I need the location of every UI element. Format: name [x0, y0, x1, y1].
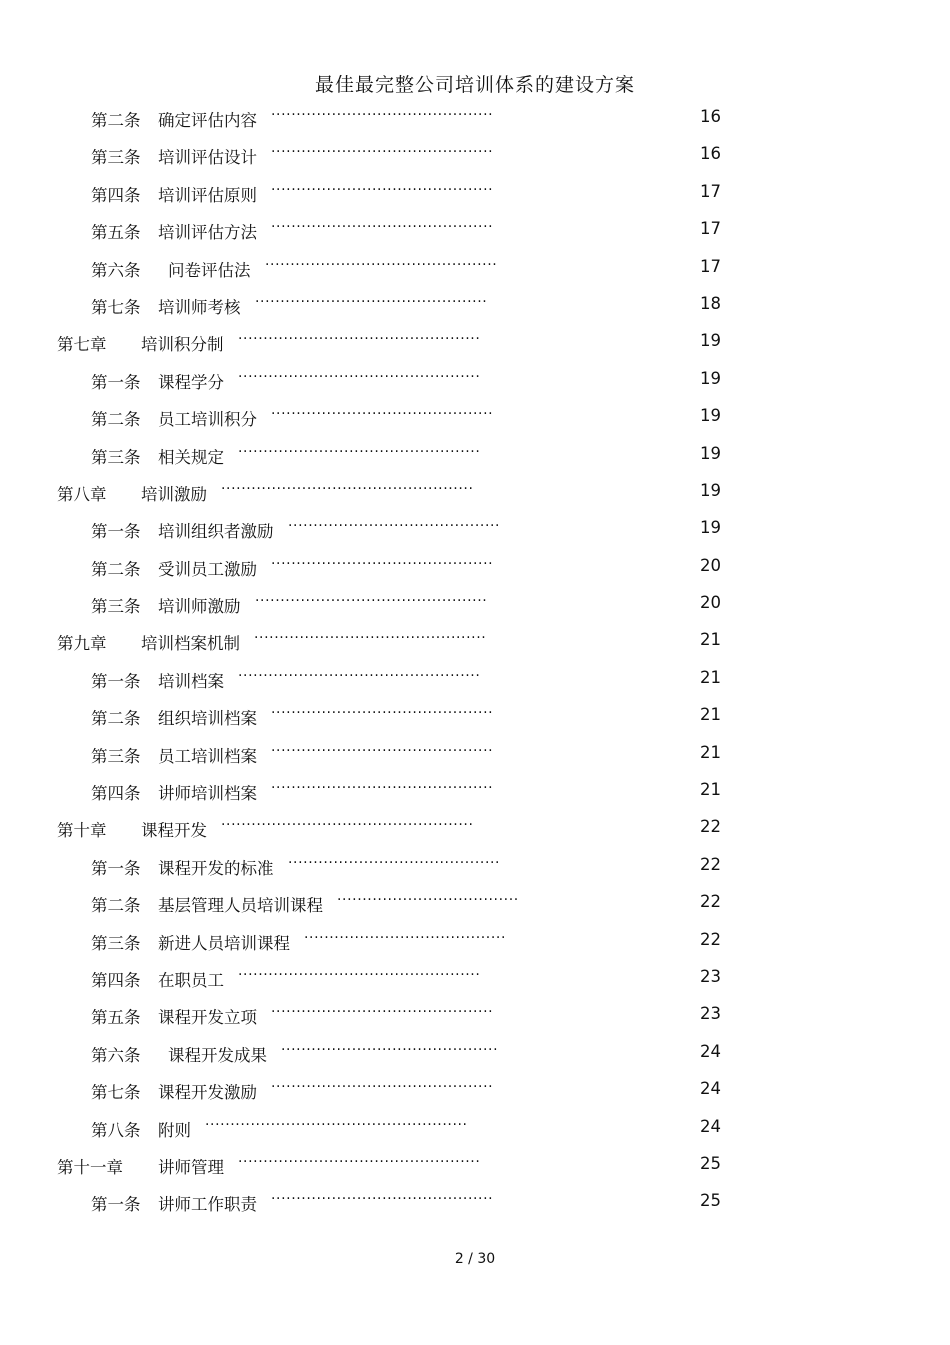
toc-leader-dots: ............................................: [271, 140, 494, 157]
toc-entry-number: 第六条: [91, 260, 141, 280]
toc-chapter-row[interactable]: [0, 622, 950, 659]
toc-leader-dots: ..........................................: [288, 850, 501, 867]
toc-entry-number: 第一条: [91, 1195, 141, 1215]
toc-article-row[interactable]: [0, 922, 950, 959]
toc-leader-dots: ............................................: [271, 1187, 494, 1204]
toc-leader-dots: ................................................: [238, 364, 481, 381]
toc-entry-number: 第十章: [57, 821, 107, 841]
toc-entry-title: 在职员工: [158, 970, 224, 990]
toc-leader-dots: ........................................: [304, 925, 507, 942]
toc-entry-title: 培训积分制: [141, 335, 224, 355]
toc-leader-dots: ................................................: [238, 439, 481, 456]
document-title: 最佳最完整公司培训体系的建设方案: [314, 74, 635, 96]
toc-article-row[interactable]: [0, 1071, 950, 1108]
toc-entry-title: 培训评估原则: [158, 185, 257, 205]
toc-entry-number: 第二条: [91, 410, 141, 430]
table-of-contents: [0, 99, 950, 1221]
toc-article-row[interactable]: [0, 99, 950, 136]
toc-article-row[interactable]: [0, 211, 950, 248]
toc-entry-number: 第五条: [91, 223, 141, 243]
toc-entry-title: 课程学分: [158, 372, 224, 392]
toc-page-number: 17: [700, 181, 721, 201]
toc-page-number: 23: [700, 966, 721, 986]
toc-entry-title: 培训师激励: [158, 597, 241, 617]
toc-entry-number: 第十一章: [57, 1157, 123, 1177]
toc-entry-title: 培训档案: [158, 671, 224, 691]
toc-entry-number: 第一条: [91, 671, 141, 691]
toc-article-row[interactable]: [0, 361, 950, 398]
toc-article-row[interactable]: [0, 884, 950, 921]
toc-page-number: 25: [700, 1191, 721, 1211]
toc-entry-number: 第三条: [91, 933, 141, 953]
toc-leader-dots: ....................................................: [205, 1112, 468, 1129]
toc-entry-title: 员工培训积分: [158, 410, 257, 430]
toc-page-number: 24: [700, 1041, 721, 1061]
toc-leader-dots: ................................................: [238, 327, 481, 344]
toc-article-row[interactable]: [0, 1183, 950, 1220]
toc-article-row[interactable]: [0, 1109, 950, 1146]
toc-article-row[interactable]: [0, 697, 950, 734]
toc-page-number: 24: [700, 1079, 721, 1099]
toc-page-number: 18: [700, 293, 721, 313]
toc-entry-title: 附则: [158, 1120, 191, 1140]
toc-entry-title: 课程开发的标准: [158, 858, 274, 878]
toc-entry-number: 第七章: [57, 335, 107, 355]
toc-page-number: 19: [700, 406, 721, 426]
toc-leader-dots: ............................................: [271, 738, 494, 755]
toc-entry-number: 第一条: [91, 372, 141, 392]
toc-entry-number: 第六条: [91, 1045, 141, 1065]
toc-entry-title: 课程开发立项: [158, 1008, 257, 1028]
toc-page-number: 21: [700, 705, 721, 725]
toc-entry-number: 第二条: [91, 896, 141, 916]
toc-chapter-row[interactable]: [0, 473, 950, 510]
toc-entry-title: 基层管理人员培训课程: [158, 896, 323, 916]
toc-entry-number: 第三条: [91, 597, 141, 617]
toc-leader-dots: ............................................: [271, 776, 494, 793]
toc-leader-dots: ............................................: [271, 701, 494, 718]
toc-page-number: 19: [700, 443, 721, 463]
toc-entry-title: 培训激励: [141, 484, 207, 504]
toc-leader-dots: ..............................................: [255, 589, 488, 606]
toc-leader-dots: ............................................: [271, 103, 494, 119]
toc-leader-dots: ............................................: [271, 215, 494, 232]
toc-entry-title: 讲师管理: [158, 1157, 224, 1177]
toc-chapter-row[interactable]: [0, 323, 950, 360]
toc-page-number: 17: [700, 256, 721, 276]
toc-entry-title: 培训组织者激励: [158, 522, 274, 542]
toc-entry-title: 相关规定: [158, 447, 224, 467]
toc-leader-dots: ..................................................: [221, 476, 474, 493]
toc-article-row[interactable]: [0, 548, 950, 585]
toc-entry-title: 培训评估设计: [158, 148, 257, 168]
toc-entry-number: 第一条: [91, 522, 141, 542]
toc-entry-title: 培训档案机制: [141, 634, 240, 654]
toc-page-number: 25: [700, 1153, 721, 1173]
toc-page-number: 19: [700, 480, 721, 500]
toc-leader-dots: ....................................: [337, 888, 519, 905]
toc-page-number: 24: [700, 1116, 721, 1136]
toc-page-number: 22: [700, 892, 721, 912]
toc-entry-number: 第七条: [91, 297, 141, 317]
toc-leader-dots: ................................................: [238, 1149, 481, 1166]
toc-entry-title: 讲师培训档案: [158, 784, 257, 804]
toc-leader-dots: ..............................................: [255, 289, 488, 306]
toc-article-row[interactable]: [0, 174, 950, 211]
toc-entry-title: 确定评估内容: [158, 111, 257, 130]
toc-entry-number: 第三条: [91, 148, 141, 168]
toc-page-number: 22: [700, 929, 721, 949]
toc-entry-number: 第九章: [57, 634, 107, 654]
toc-article-row[interactable]: [0, 660, 950, 697]
toc-entry-number: 第五条: [91, 1008, 141, 1028]
toc-entry-number: 第一条: [91, 858, 141, 878]
toc-article-row[interactable]: [0, 510, 950, 547]
toc-leader-dots: ..........................................: [288, 514, 501, 531]
toc-article-row[interactable]: [0, 959, 950, 996]
toc-article-row[interactable]: [0, 585, 950, 622]
toc-article-row[interactable]: [0, 1034, 950, 1071]
toc-entry-number: 第八章: [57, 484, 107, 504]
toc-page-number: 23: [700, 1004, 721, 1024]
toc-entry-title: 新进人员培训课程: [158, 933, 290, 953]
page-indicator: 2 / 30: [454, 1251, 496, 1267]
toc-leader-dots: ................................................: [238, 962, 481, 979]
toc-entry-number: 第八条: [91, 1120, 141, 1140]
toc-article-row[interactable]: [0, 436, 950, 473]
toc-leader-dots: ..............................................: [265, 252, 498, 269]
toc-page-number: 19: [700, 518, 721, 538]
toc-page-number: 20: [700, 555, 721, 575]
toc-entry-number: 第二条: [91, 709, 141, 729]
toc-entry-number: 第七条: [91, 1083, 141, 1103]
toc-page-number: 21: [700, 667, 721, 687]
toc-leader-dots: ..................................................: [221, 813, 474, 830]
toc-entry-number: 第四条: [91, 970, 141, 990]
toc-page-number: 16: [700, 107, 721, 126]
toc-page-number: 21: [700, 630, 721, 650]
toc-page-number: 19: [700, 331, 721, 351]
toc-page-number: 20: [700, 593, 721, 613]
toc-entry-title: 问卷评估法: [168, 260, 251, 280]
toc-entry-title: 课程开发: [141, 821, 207, 841]
toc-page-number: 22: [700, 817, 721, 837]
toc-article-row[interactable]: [0, 398, 950, 435]
toc-page-number: 21: [700, 780, 721, 800]
toc-leader-dots: ............................................: [271, 1000, 494, 1017]
toc-chapter-row[interactable]: [0, 1146, 950, 1183]
toc-article-row[interactable]: [0, 735, 950, 772]
toc-entry-title: 组织培训档案: [158, 709, 257, 729]
toc-leader-dots: ................................................: [238, 663, 481, 680]
toc-leader-dots: ..............................................: [254, 626, 487, 643]
toc-entry-number: 第四条: [91, 185, 141, 205]
toc-entry-number: 第二条: [91, 559, 141, 579]
toc-entry-title: 培训师考核: [158, 297, 241, 317]
toc-page-number: 16: [700, 144, 721, 164]
toc-leader-dots: ...........................................: [281, 1037, 499, 1054]
toc-leader-dots: ............................................: [271, 551, 494, 568]
toc-entry-number: 第四条: [91, 784, 141, 804]
toc-leader-dots: ............................................: [271, 402, 494, 419]
toc-page-number: 17: [700, 219, 721, 239]
toc-entry-title: 课程开发成果: [168, 1045, 267, 1065]
toc-article-row[interactable]: [0, 286, 950, 323]
toc-entry-title: 课程开发激励: [158, 1083, 257, 1103]
toc-chapter-row[interactable]: [0, 809, 950, 846]
toc-leader-dots: ............................................: [271, 177, 494, 194]
toc-entry-number: 第二条: [91, 111, 141, 130]
toc-entry-number: 第三条: [91, 746, 141, 766]
toc-article-row[interactable]: [0, 996, 950, 1033]
toc-article-row[interactable]: [0, 136, 950, 173]
toc-entry-title: 员工培训档案: [158, 746, 257, 766]
toc-article-row[interactable]: [0, 249, 950, 286]
toc-entry-title: 受训员工激励: [158, 559, 257, 579]
toc-page-number: 19: [700, 368, 721, 388]
toc-page-number: 21: [700, 742, 721, 762]
toc-entry-title: 培训评估方法: [158, 223, 257, 243]
toc-leader-dots: ............................................: [271, 1075, 494, 1092]
toc-entry-title: 讲师工作职责: [158, 1195, 257, 1215]
toc-page-number: 22: [700, 854, 721, 874]
toc-article-row[interactable]: [0, 847, 950, 884]
toc-article-row[interactable]: [0, 772, 950, 809]
toc-entry-number: 第三条: [91, 447, 141, 467]
